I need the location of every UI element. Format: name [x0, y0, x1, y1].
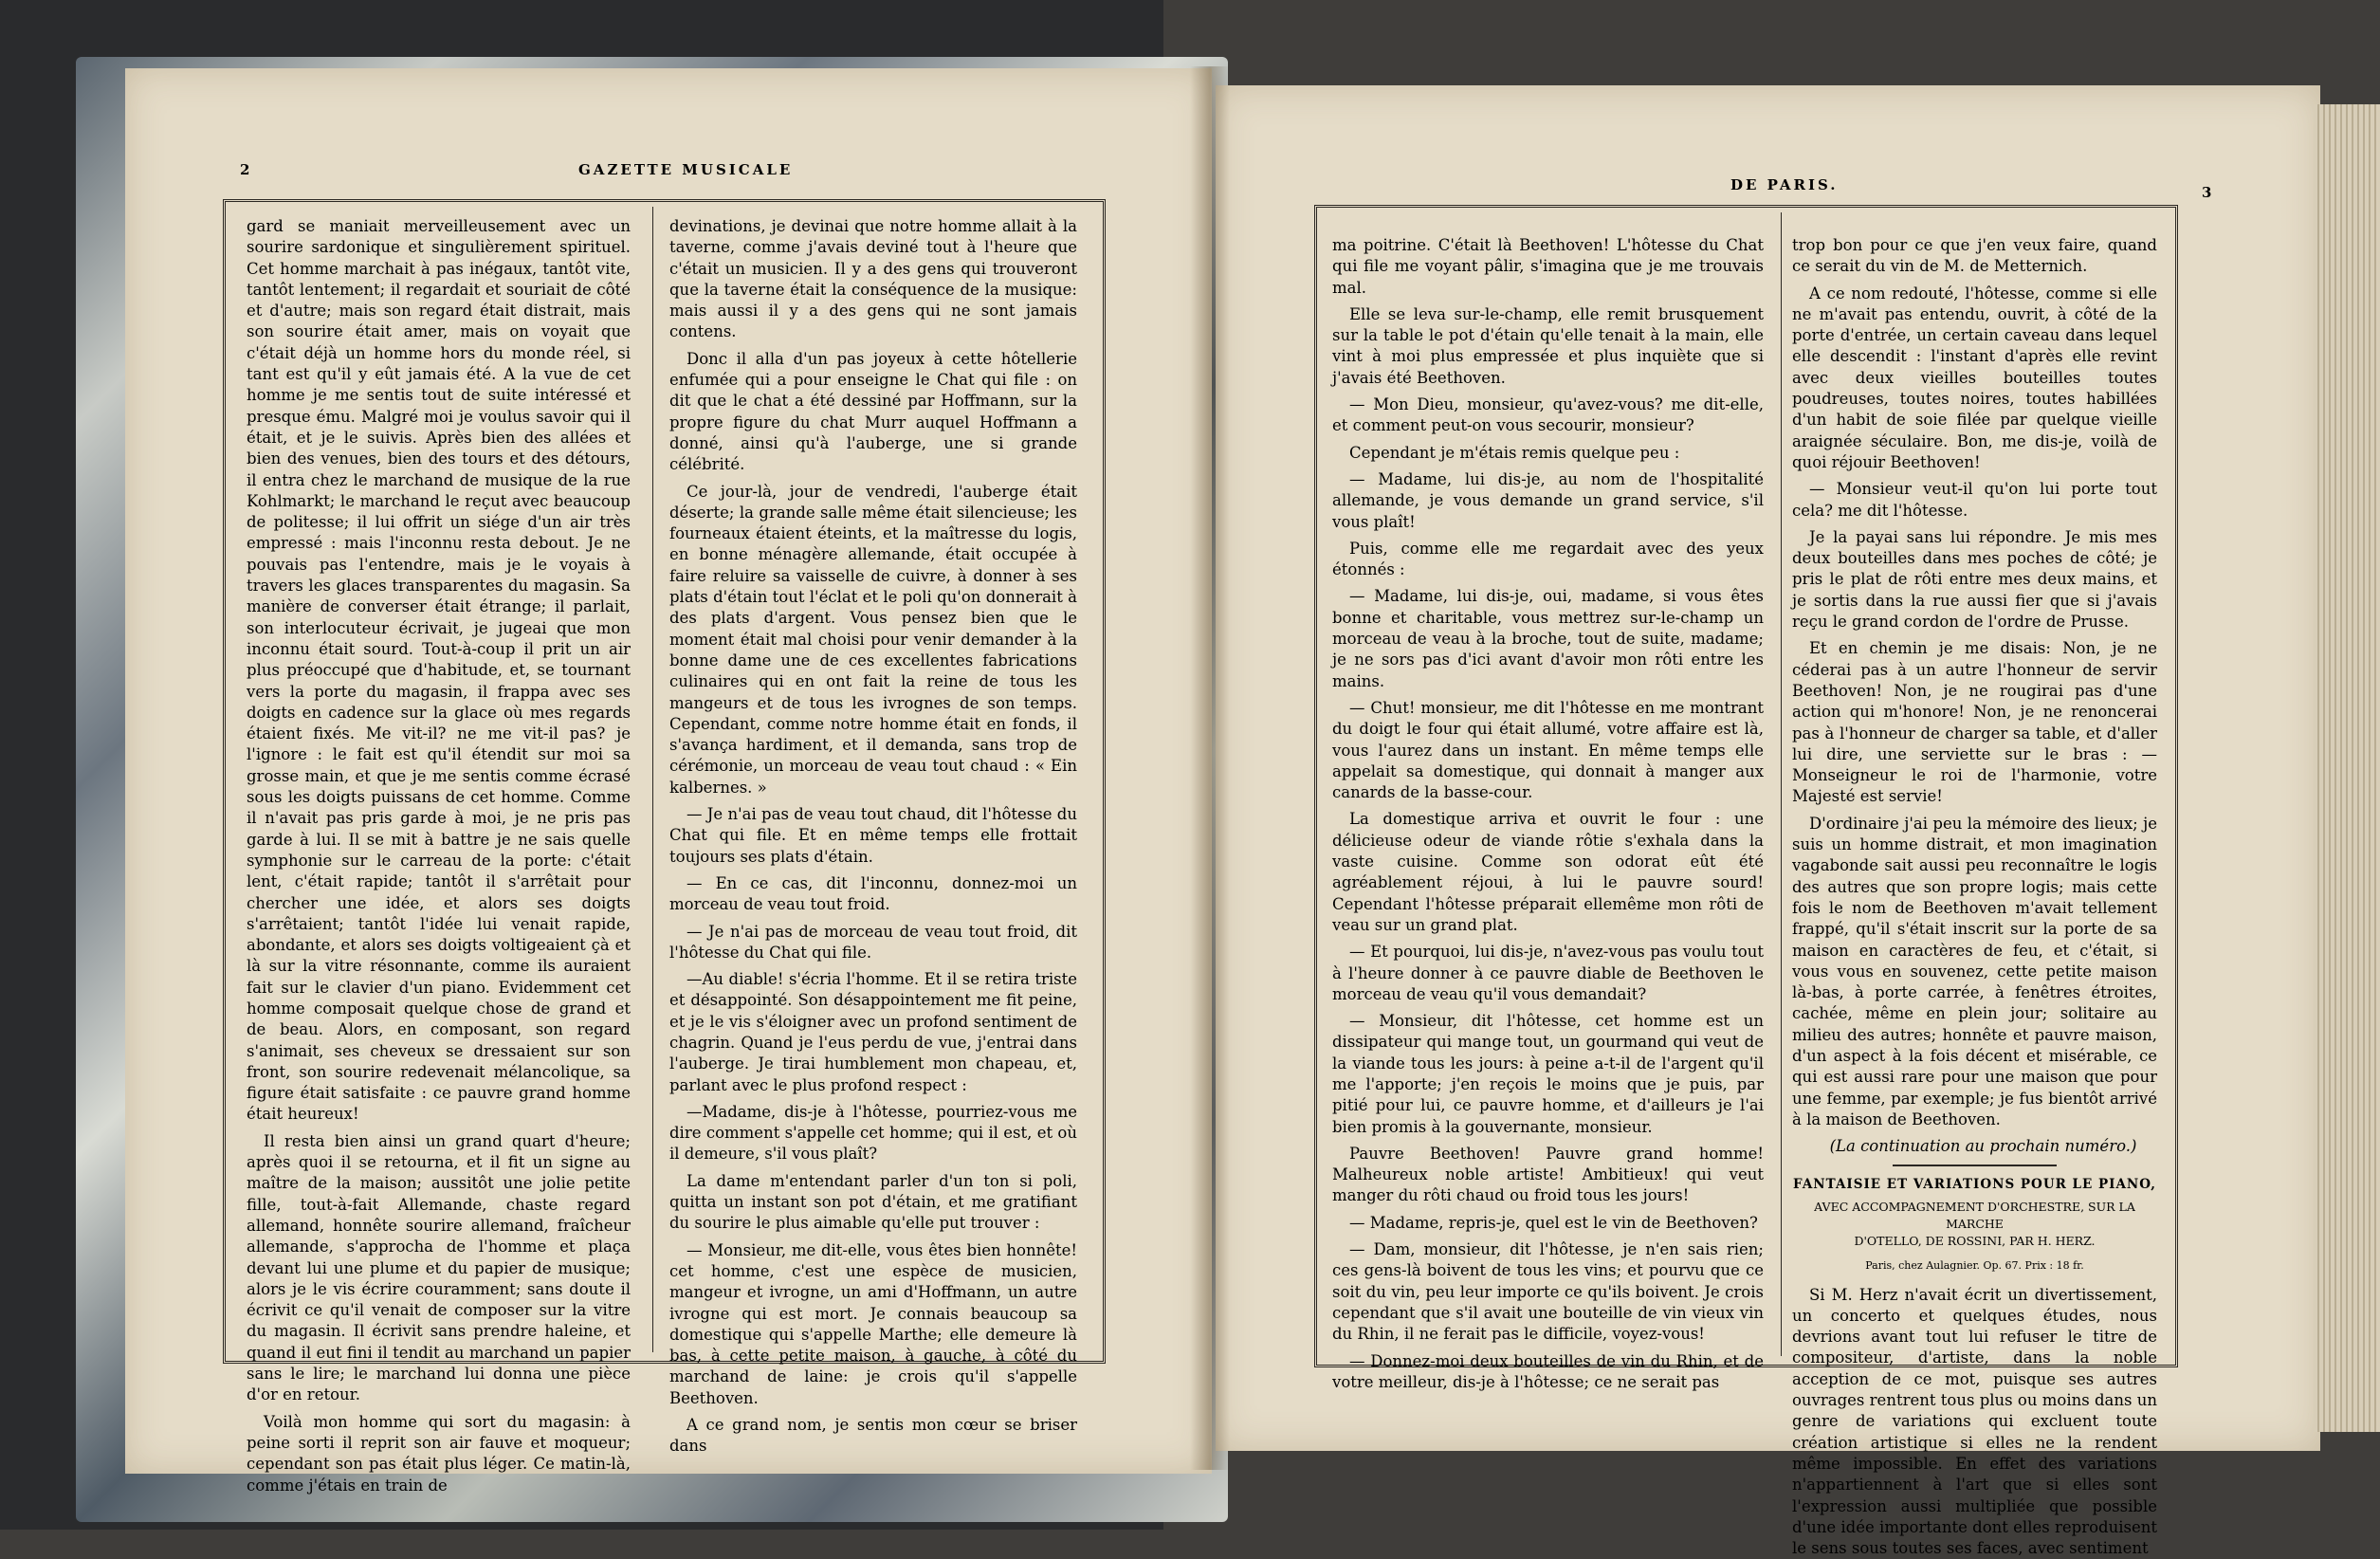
- paragraph: D'ordinaire j'ai peu la mémoire des lieux; je suis un homme distrait, et mon imagination vagabonde sait aussi peu reconnaître le logis des autres que son propre logis; mais cette fois le nom de Beethoven m'avait tellement frappé, qu'il s'était inscrit sur la porte de sa maison en caractères de feu, et c'était, si vous vous en souvenez, cette petite maison là-bas, à porte carrée, à fenêtres étroites, cachée, même en plein jour; solitaire au milieu des autres; honnête et pauvre maison, d'un aspect à la fois décent et misérable, ce qui est aussi rare pour une maison que pour une femme, par exemple; je fus bientôt arrivé à la maison de Beethoven.: [1792, 814, 2157, 1128]
- page-edges: [2314, 104, 2380, 1432]
- running-header-right: DE PARIS.: [1730, 176, 1839, 193]
- paragraph: La domestique arriva et ouvrit le four : une délicieuse odeur de viande rôtie s'exhala dans la vaste cuisine. Comme son odorat eût été agréablement réjoui, à lui le pauvre sourd! Cependant l'hôtesse préparait ellemême mon rôti de veau sur un grand plat.: [1332, 810, 1764, 934]
- paragraph: Il resta bien ainsi un grand quart d'heure; après quoi il se retourna, et il fit un signe au maître de la maison; aussitôt une jolie petite fille, tout-à-fait Allemande, chaste regard allemand, honnête sourire allemand, fraîcheur allemande, s'approcha de l'homme et plaça devant lui une plume et du papier de musique; alors je le vis écrire couramment; sans doute il écrivit ce qu'il venait de composer sur la vitre du magasin. Il écrivit sans prendre haleine, et quand il eut fini il tendit au marchand un papier sans le lire; le marchand lui donna une pièce d'or en retour.: [247, 1131, 631, 1404]
- page-number-right: 3: [2202, 184, 2215, 201]
- paragraph: Et en chemin je me disais: Non, je ne céderai pas à un autre l'honneur de servir Beethoven! Non, je ne rougirai pas d'une action qui m'honore! Non, je ne renoncerai pas à l'honneur de charger sa table, et d'aller lui dire, une serviette sur le bras : — Monseigneur le roi de l'harmonie, votre Majesté est servie!: [1792, 639, 2157, 806]
- paragraph: gard se maniait merveilleusement avec un sourire sardonique et singulièrement spirituel. Cet homme marchait à pas inégaux, tantôt vite, tantôt lentement; il regardait et souriait de côté et d'autre; mais son regard était distrait, mais son sourire était amer, mais on voyait que c'était déjà un homme hors du monde réel, si tant est qu'il y eût jamais été. A la vue de cet homme je me sentis tout de suite intéressé et presque ému. Malgré moi je voulus savoir qui il était, et je le suivis. Après bien des allées et bien des venues, bien des tours et des détours, il entra chez le marchand de musique de la rue Kohlmarkt; le marchand le reçut avec beaucoup de politesse; il lui offrit un siége d'un air très empressé : mais l'inconnu resta debout. Je ne pouvais pas l'entendre, mais je le voyais à travers les glaces transparentes du magasin. Sa manière de converser était étrange; il parlait, son interlocuteur écrivait, je jugeai que mon inconnu était sourd. Tout-à-coup il prit un air plus préoccupé que d'habitude, et, se tournant vers la porte du magasin, il frappa avec ses doigts en cadence sur la glace où mes regards étaient fixés. Me vit-il? ne me vit-il pas? je l'ignore : le fait est qu'il étendit sur moi sa grosse main, et que je me sentis comme écrasé sous les doigts puissans de cet homme. Comme il n'avait pas pris garde à moi, je ne pris pas garde à lui. Il se mit à battre je ne sais quelle symphonie sur le carreau de la porte: c'était lent, c'était rapide; tantôt il s'arrêtait pour chercher une idée, et alors ses doigts s'arrêtaient; tantôt l'idée lui venait rapide, abondante, et alors ses doigts voltigeaient çà et là sur la vitre résonnante, comme ils auraient fait sur le clavier d'un piano. Evidemment cet homme composait quelque chose de grand et de beau. Alors, en composant, son regard s'animait, ses cheveux se dressaient sur son front, son sourire redevenait mélancolique, sa figure était satisfaite : ce pauvre grand homme était heureux!: [247, 217, 631, 1124]
- paragraph: — Mon Dieu, monsieur, qu'avez-vous? me dit-elle, et comment peut-on vous secourir, monsieur?: [1332, 395, 1764, 435]
- review-subtitle-2: D'OTELLO, DE ROSSINI, PAR H. HERZ.: [1854, 1234, 2096, 1249]
- running-header-left: GAZETTE MUSICALE: [578, 161, 794, 178]
- paragraph: Voilà mon homme qui sort du magasin: à peine sorti il reprit son air fauve et moqueur; cependant son pas était plus léger. Ce matin-là, comme j'étais en train de: [247, 1412, 631, 1495]
- paragraph: — Donnez-moi deux bouteilles de vin du Rhin, et de votre meilleur, dis-je à l'hôtesse; ce ne serait pas: [1332, 1351, 1764, 1391]
- paragraph: — Madame, lui dis-je, oui, madame, si vous êtes bonne et charitable, vous mettrez sur-le-champ un morceau de veau à la broche, tout de suite, madame; je ne sors pas d'ici avant d'avoir mon rôti entre les mains.: [1332, 587, 1764, 690]
- paragraph: — Monsieur, dit l'hôtesse, cet homme est un dissipateur qui mange tout, un gourmand qui veut de la viande tous les jours: à peine a-t-il de l'argent qu'il me l'apporte; j'en reçois le moins que je puis, par pitié pour lui, ce pauvre homme, et d'ailleurs je l'ai bien promis à la gouvernante, monsieur.: [1332, 1012, 1764, 1136]
- paragraph: — Monsieur, me dit-elle, vous êtes bien honnête! cet homme, c'est une espèce de musicien, mangeur et ivrogne, un ami d'Hoffmann, un autre ivrogne qui est mort. Je connais beaucoup sa domestique qui s'appelle Marthe; elle demeure là bas, à cette petite maison, à gauche, à côté du marchand de laine: je crois qu'il s'appelle Beethoven.: [669, 1240, 1077, 1407]
- paragraph: — Madame, repris-je, quel est le vin de Beethoven?: [1349, 1213, 1758, 1232]
- paragraph: Elle se leva sur-le-champ, elle remit brusquement sur la table le pot d'étain qu'elle tenait à la main, elle vint à moi plus empressée et plus inquiète que si j'avais été Beethoven.: [1332, 304, 1764, 387]
- paragraph: Pauvre Beethoven! Pauvre grand homme! Malheureux noble artiste! Ambitieux! qui veut manger du rôti chaud ou froid tous les jours!: [1332, 1144, 1764, 1205]
- left-column-2: [669, 216, 1077, 1456]
- paragraph: Puis, comme elle me regardait avec des yeux étonnés :: [1332, 539, 1764, 579]
- paragraph: —Au diable! s'écria l'homme. Et il se retira triste et désappointé. Son désappointement me fit peine, et je le vis s'éloigner avec un profond sentiment de chagrin. Quand je l'eus perdu de vue, j'entrai dans l'auberge. Je tirai humblement mon chapeau, et, parlant avec le plus profond respect :: [669, 970, 1077, 1094]
- book-gutter: [1190, 66, 1230, 1470]
- paragraph: — En ce cas, dit l'inconnu, donnez-moi un morceau de veau tout froid.: [669, 873, 1077, 914]
- paragraph: — Madame, lui dis-je, au nom de l'hospitalité allemande, je vous demande un grand service, s'il vous plaît!: [1332, 469, 1764, 531]
- right-column-2: [1792, 235, 2157, 1558]
- page-number-left: 2: [240, 161, 253, 178]
- right-column-1: [1332, 235, 1764, 1391]
- paragraph: La dame m'entendant parler d'un ton si poli, quitta un instant son pot d'étain, et me gratifiant du sourire le plus aimable qu'elle put trouver :: [669, 1171, 1077, 1233]
- paragraph: — Monsieur veut-il qu'on lui porte tout cela? me dit l'hôtesse.: [1792, 480, 2157, 520]
- paragraph: —Madame, dis-je à l'hôtesse, pourriez-vous me dire comment s'appelle cet homme; qui il est, et où il demeure, s'il vous plaît?: [669, 1102, 1077, 1164]
- paragraph: Si M. Herz n'avait écrit un divertissement, un concerto et quelques études, nous devrions avant tout lui refuser le titre de compositeur, d'artiste, dans la noble acception de ce mot, puisque ses autres ouvrages rentrent tous plus ou moins dans un genre de variations qui excluent toute création artistique si elles ne la rendent même impossible. En effet des variations n'appartiennent à l'art que si elles sont l'expression aussi multipliée que possible d'une idée importante dont elles reproduisent le sens sous toutes ses faces, avec sentiment: [1792, 1285, 2157, 1558]
- paragraph: A ce grand nom, je sentis mon cœur se briser dans: [669, 1416, 1077, 1456]
- paragraph: trop bon pour ce que j'en veux faire, quand ce serait du vin de M. de Metternich.: [1792, 236, 2157, 276]
- review-subtitle-1: AVEC ACCOMPAGNEMENT D'ORCHESTRE, SUR LA MARCHE: [1814, 1200, 2135, 1232]
- section-divider: [1893, 1165, 2057, 1166]
- paragraph: Donc il alla d'un pas joyeux à cette hôtellerie enfumée qui a pour enseigne le Chat qui file : on dit que le chat a été dessiné par Hoffmann, sur la propre figure du chat Murr auquel Hoffmann a donné, ainsi qu'à l'auberge, une si grande célébrité.: [669, 349, 1077, 474]
- left-column-1: [247, 216, 631, 1495]
- paragraph: Je la payai sans lui répondre. Je mis mes deux bouteilles dans mes poches de côté; je pris le plat de rôti entre mes deux mains, et je sortis dans la rue aussi fier que si j'avais reçu le grand cordon de l'ordre de Prusse.: [1792, 527, 2157, 632]
- review-price: Paris, chez Aulagnier. Op. 67. Prix : 18 fr.: [1865, 1259, 2084, 1273]
- paragraph: A ce nom redouté, l'hôtesse, comme si elle ne m'avait pas entendu, ouvrit, à côté de la porte d'entrée, un certain caveau dans lequel elle descendit : l'instant d'après elle revint avec deux vieilles bouteilles toutes poudreuses, toutes noires, toutes habillées d'un habit de soie filée par quelque vieille araignée séculaire. Bon, me dis-je, voilà de quoi réjouir Beethoven!: [1792, 284, 2157, 471]
- paragraph: ma poitrine. C'était là Beethoven! L'hôtesse du Chat qui file me voyant pâlir, s'imagina que je me trouvais mal.: [1332, 236, 1764, 297]
- paragraph: devinations, je devinai que notre homme allait à la taverne, comme j'avais deviné tout à l'heure que c'était un musicien. Il y a des gens qui trouveront que la taverne était la conséquence de la musique: mais aussi il y a des gens qui ne sont jamais contens.: [669, 217, 1077, 341]
- paragraph: Cependant je m'étais remis quelque peu :: [1349, 443, 1680, 462]
- paragraph: — Dam, monsieur, dit l'hôtesse, je n'en sais rien; ces gens-là boivent de tous les vins; et pourvu que ce soit du vin, peu leur importe ce qu'ils boivent. Je crois cependant que s'il avait une bouteille de vin vieux vin du Rhin, il ne ferait pas le difficile, voyez-vous!: [1332, 1240, 1764, 1344]
- paragraph: — Je n'ai pas de veau tout chaud, dit l'hôtesse du Chat qui file. Et en même temps elle frottait toujours ses plats d'étain.: [669, 805, 1077, 866]
- paragraph: — Je n'ai pas de morceau de veau tout froid, dit l'hôtesse du Chat qui file.: [669, 922, 1077, 962]
- paragraph: Ce jour-là, jour de vendredi, l'auberge était déserte; la grande salle même était silencieuse; les fourneaux étaient éteints, et la maîtresse du logis, en bonne ménagère allemande, était occupée à faire reluire sa vaisselle de cuivre, à donner à ses plats d'étain tout l'éclat et le poli qu'on donnerait à des plats d'argent. Vous pensez bien que le moment était mal choisi pour venir demander à la bonne dame une de ces excellentes fabrications culinaires qui en ont fait la reine de tous les mangeurs et de tous les ivrognes de son temps. Cependant, comme notre homme était en fonds, il s'avança hardiment, et il demanda, sans trop de cérémonie, un morceau de veau tout chaud : « Ein kalbernes. »: [669, 482, 1077, 797]
- paragraph: — Et pourquoi, lui dis-je, n'avez-vous pas voulu tout à l'heure donner à ce pauvre diable de Beethoven le morceau de veau qu'il vous demandait?: [1332, 943, 1764, 1003]
- column-rule-left: [652, 207, 653, 1352]
- review-title: FANTAISIE ET VARIATIONS POUR LE PIANO,: [1793, 1176, 2156, 1192]
- column-rule-right: [1781, 212, 1782, 1356]
- continuation-note: (La continuation au prochain numéro.): [1829, 1137, 2137, 1156]
- paragraph: — Chut! monsieur, me dit l'hôtesse en me montrant du doigt le four qui était allumé, votre affaire est là, vous l'aurez dans un instant. En même temps elle appelait sa domestique, qui donnait à manger aux canards de la basse-cour.: [1332, 698, 1764, 802]
